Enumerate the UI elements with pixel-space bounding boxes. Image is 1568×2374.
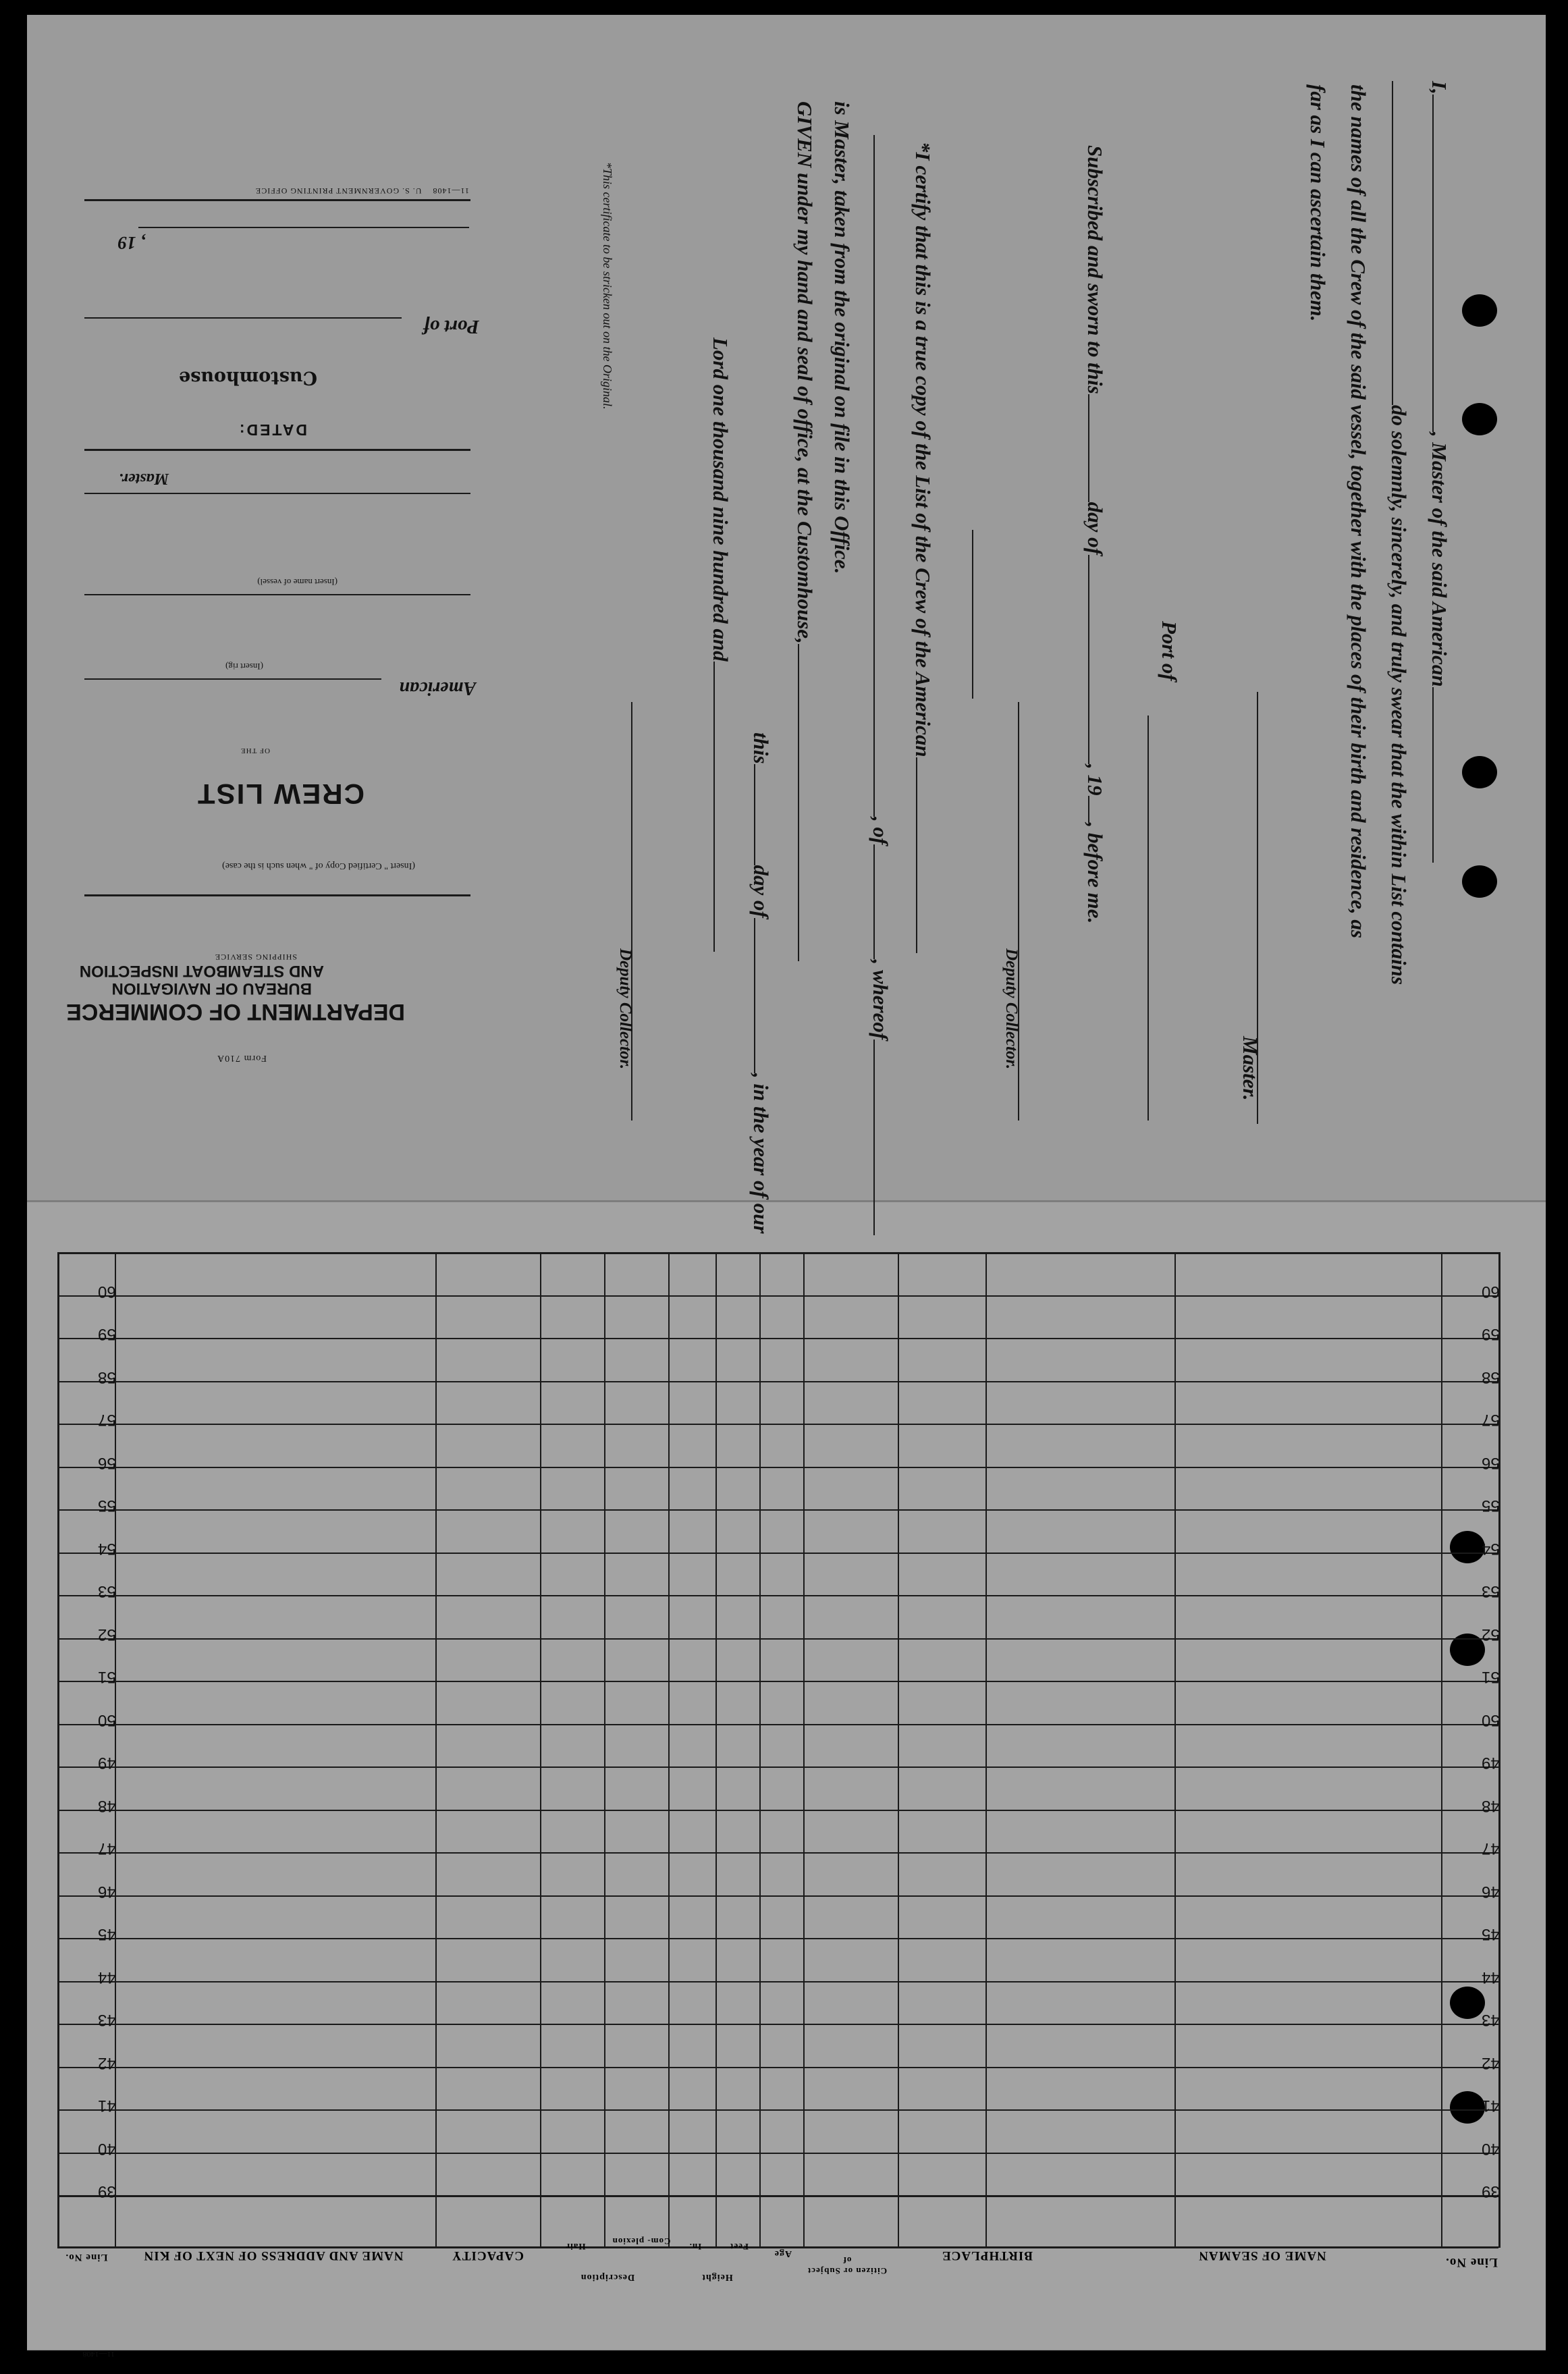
cover-rule: [84, 199, 470, 201]
header-inches: In.: [688, 2242, 702, 2252]
this-day-line: thisday of, in the year of our: [749, 732, 773, 1234]
line-number-right: 51: [1482, 1668, 1500, 1687]
line-number-right: 58: [1482, 1368, 1500, 1386]
master-label: Master.: [1239, 1036, 1262, 1101]
line-number-left: 42: [98, 2053, 116, 2072]
table-row-rule: [57, 1553, 1498, 1554]
line-number-right: 53: [1482, 1582, 1500, 1601]
lord-line: Lord one thousand nine hundred and: [708, 338, 732, 952]
cover-title: CREW LIST: [196, 778, 364, 810]
table-row-rule: [57, 1981, 1498, 1982]
printer-imprint: 11—1408 U. S. GOVERNMENT PRINTING OFFICE: [254, 186, 469, 196]
line-number-left: 57: [98, 1411, 116, 1430]
line-number-right: 50: [1482, 1710, 1500, 1729]
header-age: Age: [774, 2248, 792, 2259]
line-number-right: 44: [1482, 1968, 1500, 1987]
cover-port-line: [84, 317, 402, 319]
cover-dept: DEPARTMENT OF COMMERCE: [66, 999, 405, 1025]
line-number-right: 47: [1482, 1839, 1500, 1858]
table-row-rule: [57, 2109, 1498, 2111]
header-name-of-seaman: NAME OF SEAMAN: [1198, 2248, 1326, 2263]
is-master-line: is Master, taken from the original on file in this Office.: [830, 101, 854, 574]
cover-rig-line: [84, 678, 381, 680]
cover-year-line: [138, 227, 469, 228]
cover-rule-2: [84, 449, 470, 451]
subscribed-line: Subscribed and sworn to thisday of, 19, before me.: [1083, 145, 1107, 924]
punch-hole: [1462, 756, 1497, 788]
table-row-rule: [57, 1424, 1498, 1425]
cover-master-line: [84, 493, 470, 494]
table-column-rule: [1441, 1252, 1442, 2248]
oath-line-4: far as I can ascertain them.: [1306, 84, 1330, 322]
line-number-right: 52: [1482, 1625, 1500, 1644]
certify-line: *I certify that this is a true copy of the List of the Crew of the American: [911, 142, 935, 953]
table-row-rule: [57, 1638, 1498, 1640]
line-number-right: 59: [1482, 1325, 1500, 1344]
cover-customhouse: Customhouse: [178, 367, 317, 388]
line-number-right: 45: [1482, 1925, 1500, 1944]
table-column-rule: [803, 1252, 805, 2248]
crew-table-grid: [57, 1252, 1498, 2248]
port-line: [1147, 716, 1149, 1121]
line-number-right: 40: [1482, 2139, 1500, 2158]
cover-form: Form 710A: [217, 1053, 267, 1063]
line-number-right: 41: [1482, 2097, 1500, 2115]
line-number-left: 40: [98, 2139, 116, 2158]
table-column-rule: [898, 1252, 899, 2248]
line-number-right: 39: [1482, 2182, 1500, 2201]
punch-hole: [1462, 865, 1497, 898]
table-row-rule: [57, 1467, 1498, 1468]
table-column-rule: [604, 1252, 605, 2248]
header-capacity: CAPACITY: [452, 2248, 524, 2263]
line-number-right: 48: [1482, 1796, 1500, 1815]
line-number-left: 58: [98, 1368, 116, 1386]
line-number-left: 46: [98, 1882, 116, 1901]
header-line-no-left: Line No.: [1445, 2255, 1498, 2269]
line-number-left: 59: [98, 1325, 116, 1344]
cover-dated: DATED:: [237, 421, 307, 439]
page-fold: [27, 1200, 1546, 1202]
table-row-rule: [57, 1895, 1498, 1897]
cover-american: American: [399, 678, 476, 699]
line-number-left: 52: [98, 1625, 116, 1644]
table-row-rule: [57, 1681, 1498, 1682]
table-column-rule: [715, 1252, 717, 2248]
table-column-rule: [435, 1252, 437, 2248]
header-next-of-kin: NAME AND ADDRESS OF NEXT OF KIN: [143, 2248, 404, 2263]
table-row-rule: [57, 2024, 1498, 2025]
line-number-right: 49: [1482, 1754, 1500, 1773]
line-number-right: 43: [1482, 2011, 1500, 2030]
line-number-right: 60: [1482, 1282, 1500, 1301]
cover-shipping-service: SHIPPING SERVICE: [214, 952, 297, 962]
table-row-rule: [57, 1509, 1498, 1511]
cover-insert-vessel: (Insert name of vessel): [257, 577, 337, 587]
header-description: Description: [580, 2272, 635, 2282]
table-row-rule: [57, 2153, 1498, 2154]
footnote: *This certificate to be stricken out on the Original.: [601, 162, 614, 410]
table-column-rule: [759, 1252, 761, 2248]
line-number-left: 51: [98, 1668, 116, 1687]
given-line: GIVEN under my hand and seal of office, at the Customhouse,: [792, 101, 817, 961]
small-vertical-mark: [972, 530, 973, 699]
table-column-rule: [668, 1252, 670, 2248]
oath-line-1: I,, Master of the said American: [1427, 81, 1451, 863]
punch-hole: [1462, 403, 1497, 435]
deputy-collector-1: Deputy Collector.: [1002, 948, 1021, 1070]
crew-table: [57, 1252, 1498, 2248]
oath-line-3: the names of all the Crew of the said vessel, together with the places of their birth and residence, as: [1347, 84, 1370, 938]
line-number-left: 54: [98, 1539, 116, 1558]
table-row-rule: [57, 1766, 1498, 1768]
line-number-left: 45: [98, 1925, 116, 1944]
of-whereof-line: , of, whereof: [868, 135, 892, 1235]
header-birthplace: BIRTHPLACE: [942, 2248, 1033, 2263]
cover-year: , 19: [117, 233, 145, 253]
table-row-rule: [57, 1252, 1498, 1254]
table-column-rule: [985, 1252, 987, 2248]
line-number-right: 55: [1482, 1496, 1500, 1515]
table-column-rule: [57, 1252, 59, 2248]
line-number-left: 44: [98, 1968, 116, 1987]
line-number-left: 47: [98, 1839, 116, 1858]
cover-port-of: Port of: [423, 316, 479, 338]
line-number-right: 54: [1482, 1539, 1500, 1558]
table-column-rule: [540, 1252, 541, 2248]
cover-vessel-line: [84, 594, 470, 595]
line-number-left: 55: [98, 1496, 116, 1515]
table-footer-code: 11—1408: [82, 2350, 115, 2359]
cover-bureau-1: BUREAU OF NAVIGATION: [111, 979, 312, 998]
line-number-left: 53: [98, 1582, 116, 1601]
line-number-left: 60: [98, 1282, 116, 1301]
header-complexion: Com- plexion: [612, 2236, 671, 2246]
header-hair: Hair: [565, 2242, 586, 2252]
header-feet: Feet: [730, 2242, 749, 2252]
header-line-no-right: Line No.: [65, 2252, 108, 2263]
line-number-left: 48: [98, 1796, 116, 1815]
table-row-rule: [57, 1724, 1498, 1725]
line-number-left: 49: [98, 1754, 116, 1773]
port-label: Port of: [1158, 621, 1181, 681]
deputy-collector-2: Deputy Collector.: [616, 948, 634, 1070]
line-number-right: 42: [1482, 2053, 1500, 2072]
line-number-left: 43: [98, 2011, 116, 2030]
header-height: Height: [701, 2272, 733, 2282]
table-row-rule: [57, 1938, 1498, 1939]
table-row-rule: [57, 2067, 1498, 2068]
header-citizen: Citizen or Subject of: [807, 2255, 888, 2276]
cover-master: Master.: [118, 470, 169, 487]
oath-line-2: do solemnly, sincerely, and truly swear that the within List contains: [1386, 81, 1411, 985]
line-number-left: 50: [98, 1710, 116, 1729]
cover-insert-cert: (Insert " Certified Copy of " when such is the case): [222, 861, 415, 871]
table-row-rule: [57, 1381, 1498, 1382]
table-row-rule: [57, 1295, 1498, 1297]
table-row-rule: [57, 2195, 1498, 2197]
table-row-rule: [57, 1852, 1498, 1854]
line-number-left: 56: [98, 1453, 116, 1472]
line-number-right: 57: [1482, 1411, 1500, 1430]
table-row-rule: [57, 1595, 1498, 1596]
punch-hole: [1462, 294, 1497, 327]
table-row-rule: [57, 1338, 1498, 1339]
line-number-left: 41: [98, 2097, 116, 2115]
cover-of-the: OF THE: [240, 747, 270, 755]
table-row-rule: [57, 1810, 1498, 1811]
cover-rule-3: [84, 894, 470, 896]
table-column-rule: [1174, 1252, 1176, 2248]
cover-insert-rig: (Insert rig): [225, 662, 263, 672]
line-number-right: 46: [1482, 1882, 1500, 1901]
line-number-right: 56: [1482, 1453, 1500, 1472]
line-number-left: 39: [98, 2182, 116, 2201]
cover-bureau-2: AND STEAMBOAT INSPECTION: [79, 962, 324, 980]
